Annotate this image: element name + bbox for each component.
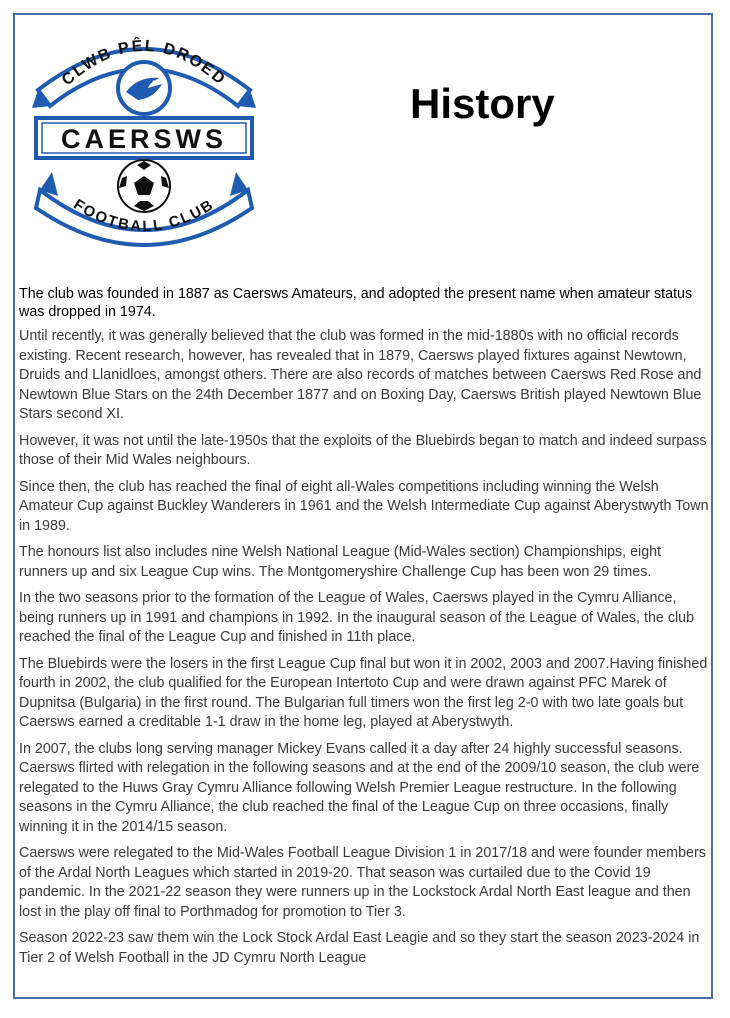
paragraph-3: However, it was not until the late-1950s that the exploits of the Bluebirds began to match and indeed surpass those of their Mid Wales neighbours. <box>19 432 707 468</box>
club-crest-logo <box>30 20 258 260</box>
crest-top-text: CLWB PÊL DROED <box>58 37 230 90</box>
crest-name: CAERSWS <box>60 124 228 154</box>
paragraph-1: The club was founded in 1887 as Caersws Amateurs, and adopted the present name when amateur status was dropped in 1974. <box>19 286 693 320</box>
paragraph-5: The honours list also includes nine Welsh National League (Mid-Wales section) Championships, eight runners up and six League Cup wins. The Montgomeryshire Challenge Cup has been won 29 times. <box>19 544 662 580</box>
page-title: History <box>410 80 555 127</box>
football-icon <box>118 160 170 212</box>
history-text <box>19 286 711 975</box>
paragraph-10: Season 2022-23 saw them win the Lock Stock Ardal East Leagie and so they start the season 2023-2024 in Tier 2 of Welsh Football in the JD Cymru North League <box>19 930 700 966</box>
crest-bottom-text: FOOTBALL CLUB <box>70 195 218 236</box>
paragraph-9: Caersws were relegated to the Mid-Wales Football League Division 1 in 2017/18 and were founder members of the Ardal North Leagues which started in 2019-20. That season was curtailed due to the Covid 19 pandemic. In the 2021-22 season they were runners up in the Lockstock Ardal North East league and then lost in the play off final to Porthmadog for promotion to Tier 3. <box>19 845 706 920</box>
paragraph-4: Since then, the club has reached the final of eight all-Wales competitions including winning the Welsh Amateur Cup against Buckley Wanderers in 1961 and the Welsh Intermediate Cup against Aberystwyth Town in 1989. <box>19 478 709 534</box>
paragraph-8: In 2007, the clubs long serving manager Mickey Evans called it a day after 24 highly successful seasons. Caersws flirted with relegation in the following seasons and at the end of the 2009/10 season, the club were relegated to the Huws Gray Cymru Alliance following Welsh Premier League restructure. In the following seasons in the Cymru Alliance, the club reached the final of the League Cup on three occasions, finally winning it in the 2014/15 season. <box>19 740 700 835</box>
paragraph-2: Until recently, it was generally believed that the club was formed in the mid-1880s with no official records existing. Recent research, however, has revealed that in 1879, Caersws played fixtures against Newtown, Druids and Llanidloes, amongst others. There are also records of matches between Caersws Red Rose and Newtown Blue Stars on the 24th December 1877 and on Boxing Day, Caersws British played Newtown Blue Stars second XI. <box>19 328 702 422</box>
paragraph-7: The Bluebirds were the losers in the first League Cup final but won it in 2002, 2003 and 2007.Having finished fourth in 2002, the club qualified for the European Intertoto Cup and were drawn against PFC Marek of Dupnitsa (Bulgaria) in the first round. The Bulgarian full timers won the first leg 2-0 with two late goals but Caersws earned a creditable 1-1 draw in the home leg, played at Aberystwyth. <box>19 655 708 730</box>
paragraph-6: In the two seasons prior to the formation of the League of Wales, Caersws played in the Cymru Alliance, being runners up in 1991 and champions in 1992. In the inaugural season of the League of Wales, the club reached the final of the League Cup and finished in 11th place. <box>19 590 695 645</box>
